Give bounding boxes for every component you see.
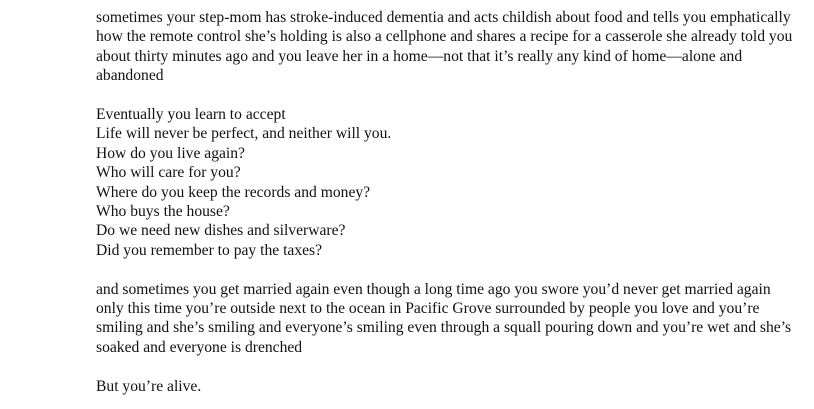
paragraph-step-mom: sometimes your step-mom has stroke-induced dementia and acts childish about food and tells you emphatically how the remote control she’s holding is also a cellphone and shares a recipe for a casserole she already told you about thirty minutes ago and you leave her in a home—not that it’s really any kind of home—alone and abandoned: [96, 9, 793, 85]
closing-line: But you’re alive.: [96, 377, 202, 395]
paragraph-married-again: and sometimes you get married again even though a long time ago you swore you’d never get married again only this time you’re outside next to the ocean in Pacific Grove surrounded by people you love and you’re smiling and she’s smiling and everyone’s smiling even through a squall pouring down and you’re wet and she’s soaked and everyone is drenched: [96, 280, 792, 356]
stanza-line: Who will care for you?: [96, 164, 241, 182]
stanza-line: Eventually you learn to accept: [96, 106, 286, 124]
stanza-line: Life will never be perfect, and neither will you.: [96, 125, 392, 143]
document-body: [96, 8, 796, 396]
stanza-line: Do we need new dishes and silverware?: [96, 222, 346, 240]
stanza-line: How do you live again?: [96, 144, 245, 162]
stanza-line: Who buys the house?: [96, 203, 230, 221]
stanza-line: Did you remember to pay the taxes?: [96, 241, 323, 259]
stanza: [96, 105, 796, 260]
stanza-line: Where do you keep the records and money?: [96, 183, 371, 201]
